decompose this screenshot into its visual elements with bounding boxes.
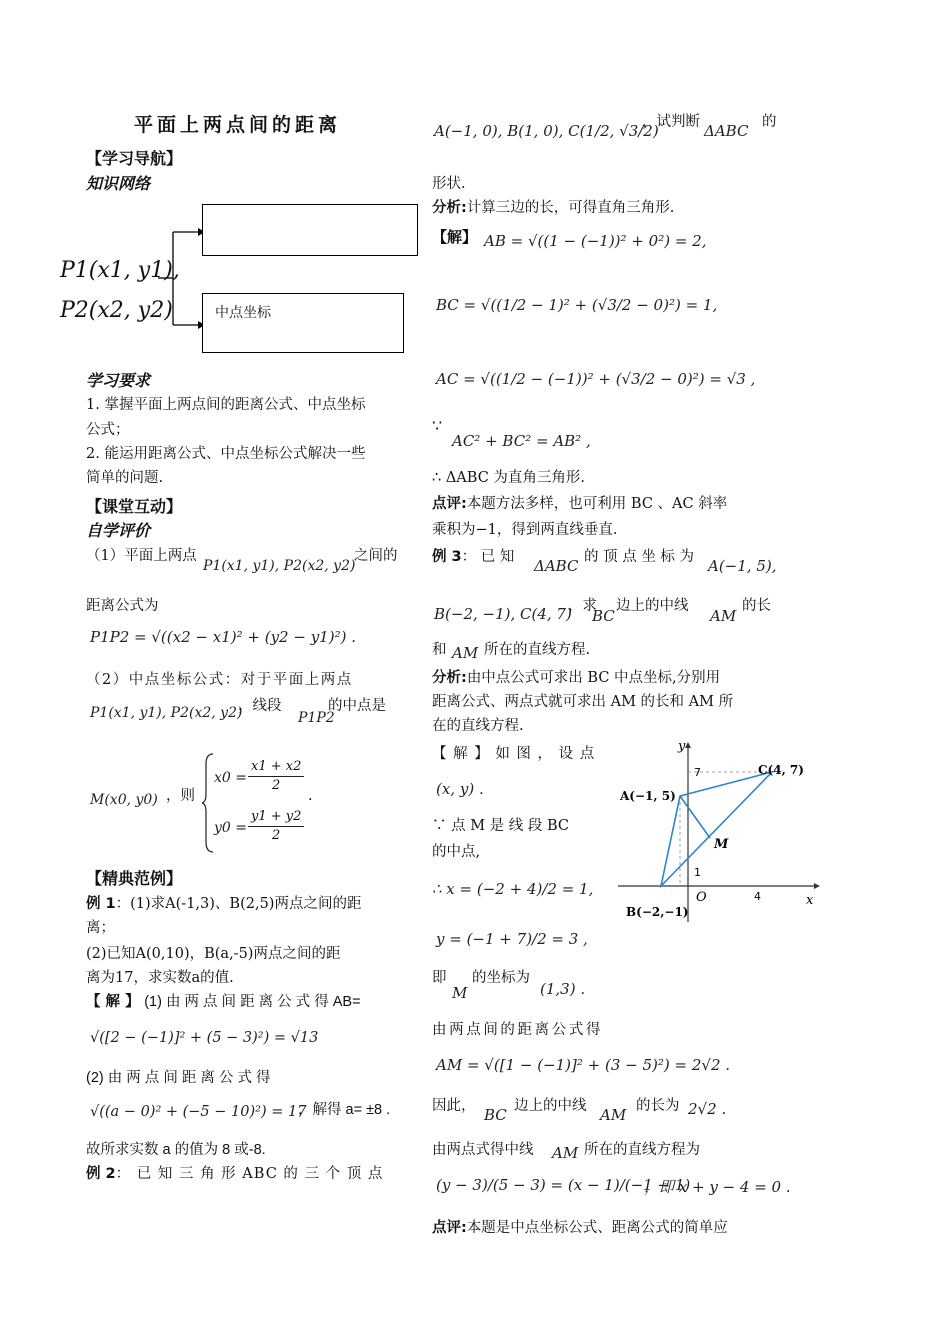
bracket-connector	[158, 200, 208, 340]
ex2-triangle: ΔABC	[704, 122, 749, 140]
sol3-y-eq: y = (−1 + 7)/2 = 3 ,	[436, 930, 588, 948]
midpoint-y-den: 2	[272, 828, 281, 843]
ex3-am: AM	[710, 607, 737, 625]
comment-label: 点评:	[432, 496, 467, 512]
origin-label: O	[696, 890, 707, 905]
ex3-text-f: 和	[432, 642, 447, 658]
analysis-label: 分析:	[432, 200, 467, 216]
nav-heading: 【学习导航】	[86, 149, 183, 168]
midpoint-x-frac	[248, 758, 304, 795]
points-line-2: P2(x2, y2)	[60, 298, 173, 323]
because-symbol: ∵	[432, 416, 443, 435]
ex3-text-e: 的长	[742, 598, 771, 614]
midpoint-y-num: y1 + y2	[248, 808, 304, 827]
sol2-formula: √((a − 0)² + (−5 − 10)²) = 17	[90, 1104, 307, 1120]
ex3-label: 例 3	[432, 549, 462, 565]
x-axis-arrow-icon	[814, 883, 820, 889]
sol3-text-i: 的长为	[636, 1098, 680, 1114]
sol3-text-e: 的坐标为	[472, 970, 530, 986]
q2-points: P1(x1, y1), P2(x2, y2)	[90, 705, 243, 721]
sol3-xy: (x, y) .	[436, 780, 484, 798]
midpoint-x-num: x1 + x2	[248, 758, 304, 777]
ex2-text-a: ： 已 知 三 角 形 ABC 的 三 个 顶 点	[115, 1166, 384, 1182]
points-line-1: P1(x1, y1),	[60, 258, 180, 283]
median-am	[680, 796, 710, 838]
sol3-am-2: AM	[552, 1144, 579, 1162]
triangle-abc	[661, 772, 772, 886]
sol3-text-d: 即	[432, 970, 447, 986]
point-a-label: A(−1, 5)	[620, 789, 676, 803]
req2-line-b: 简单的问题.	[86, 470, 164, 486]
ex3-points-bc: B(−2, −1), C(4, 7)	[434, 605, 572, 623]
sol3-text-g: 因此，	[432, 1098, 476, 1114]
bc-formula: BC = √((1/2 − 1)² + (√3/2 − 0)²) = 1,	[436, 296, 718, 314]
pythagoras-eq: AC² + BC² = AB² ,	[452, 432, 591, 450]
q1-points: P1(x1, y1), P2(x2, y2)	[203, 558, 356, 574]
comment3-label: 点评:	[432, 1220, 467, 1236]
ex3-text-b: 的 顶 点 坐 标 为	[584, 549, 695, 565]
comment-text-b: 乘积为−1，得到两直线垂直.	[432, 522, 618, 538]
ex3-triangle: ΔABC	[534, 557, 579, 575]
ex1-text-d: 离为17，求实数a的值.	[86, 970, 234, 986]
q1-text-a: （1）平面上两点	[86, 548, 197, 564]
line-equation-right: ，即 x + y − 4 = 0 .	[644, 1178, 791, 1196]
ex1-text-c: (2)已知A(0,10)，B(a,-5)两点之间的距	[86, 946, 341, 962]
ex1-text-a: ：(1)求A(-1,3)、B(2,5)两点之间的距	[115, 896, 362, 912]
q2-text-a: （2）中点坐标公式：对于平面上两点	[86, 672, 353, 688]
y-axis-label: y	[678, 739, 686, 754]
distance-box	[202, 204, 418, 256]
sol3-am: AM	[600, 1106, 627, 1124]
right-triangle-conclusion: ∴ ΔABC 为直角三角形.	[432, 470, 586, 486]
ac-formula: AC = √((1/2 − (−1))² + (√3/2 − 0)²) = √3 ,	[436, 370, 756, 388]
ex3-bc-seg: BC	[592, 607, 615, 625]
sol2-result: ，解得 a= ±8 .	[298, 1102, 391, 1118]
sol3-coord: (1,3) .	[540, 980, 586, 998]
midpoint-label: M(x0, y0)	[90, 792, 158, 808]
midpoint-end: .	[308, 788, 313, 804]
req2-line-a: 2. 能运用距离公式、中点坐标公式解决一些	[86, 446, 366, 462]
requirements-heading: 学习要求	[86, 371, 151, 390]
sol1-formula: √([2 − (−1)]² + (5 − 3)²) = √13	[90, 1030, 319, 1046]
sol3-length: 2√2 .	[688, 1100, 727, 1118]
sol3-text-f: 由 两 点 间 的 距 离 公 式 得	[432, 1022, 600, 1038]
comment3-text: 本题是中点坐标公式、距离公式的简单应	[466, 1220, 728, 1236]
ex2-de: 的	[762, 114, 777, 130]
self-eval-heading: 自学评价	[86, 521, 151, 540]
ex2-points: A(−1, 0), B(1, 0), C(1/2, √3/2)	[434, 122, 659, 140]
ex3-am-2: AM	[452, 644, 479, 662]
x-axis-label: x	[806, 893, 814, 908]
interaction-heading: 【课堂互动】	[86, 497, 183, 516]
midpoint-x-den: 2	[272, 778, 281, 793]
sol3-text-b: ∵ 点 M 是 线 段 BC	[432, 818, 570, 834]
ab-formula: AB = √((1 − (−1))² + 0²) = 2,	[484, 232, 707, 250]
sol3-text-h: 边上的中线	[514, 1098, 587, 1114]
ex3-point-a: A(−1, 5),	[708, 557, 777, 575]
ex3-text-d: 边上的中线	[616, 598, 689, 614]
point-m-label: M	[714, 837, 729, 852]
y-tick-1: 1	[694, 866, 701, 879]
examples-heading: 【精典范例】	[86, 869, 183, 888]
sol1-label: 【 解 】	[86, 994, 140, 1010]
req1-line-b: 公式；	[86, 422, 130, 438]
midpoint-y-frac	[248, 808, 304, 845]
analysis3-text-a: 由中点公式可求出 BC 中点坐标,分别用	[466, 670, 721, 686]
q2-text-b: ，线段	[238, 698, 282, 714]
analysis3-text-b: 距离公式、两点式就可求出 AM 的长和 AM 所	[432, 694, 734, 710]
ex1-text-b: 离；	[86, 920, 115, 936]
analysis-text: 计算三边的长，可得直角三角形.	[466, 200, 675, 216]
analysis3-label: 分析:	[432, 670, 467, 686]
am-formula: AM = √([1 − (−1)]² + (3 − 5)²) = 2√2 .	[436, 1056, 731, 1074]
sol3-text-j: 由两点式得中线	[432, 1142, 534, 1158]
comment-text-a: 本题方法多样，也可利用 BC 、AC 斜率	[466, 496, 728, 512]
ex3-text-c: ，求	[568, 598, 597, 614]
sol3-m: M	[452, 984, 468, 1002]
sol2-text: (2) 由 两 点 间 距 离 公 式 得	[86, 1070, 271, 1086]
distance-formula: P1P2 = √((x2 − x1)² + (y2 − y1)²) .	[90, 628, 356, 646]
sol3-text-k: 所在的直线方程为	[584, 1142, 700, 1158]
q2-text-c: 的中点是	[328, 698, 386, 714]
ex2-shape: 形状.	[432, 176, 466, 192]
sol3-bc: BC	[484, 1106, 507, 1124]
ex3-text-g: 所在的直线方程.	[484, 642, 591, 658]
y-tick-7: 7	[694, 766, 701, 779]
x-tick-4: 4	[754, 890, 761, 903]
ex1-label: 例 1	[86, 896, 116, 912]
sol2-label: 【解】	[432, 228, 478, 246]
q1-text-c: 距离公式为	[86, 598, 159, 614]
req1-line-a: 1. 掌握平面上两点间的距离公式、中点坐标	[86, 397, 366, 413]
page-title: 平面上两点间的距离	[134, 114, 342, 136]
midpoint-box	[202, 293, 404, 353]
sol3-text-c: 的中点,	[432, 844, 481, 860]
midpoint-then: ，则	[166, 788, 195, 804]
midpoint-x-lhs: x0 =	[214, 770, 247, 786]
midpoint-box-label: 中点坐标	[215, 305, 271, 321]
midpoint-y-lhs: y0 =	[214, 820, 247, 836]
analysis3-text-c: 在的直线方程.	[432, 718, 524, 734]
point-c-label: C(4, 7)	[758, 763, 804, 777]
ex3-text-a: ： 已 知	[461, 549, 515, 565]
knowledge-net-heading: 知识网络	[86, 174, 151, 193]
ex2-judge: ，试判断	[642, 114, 700, 130]
sol1-text: (1) 由 两 点 间 距 离 公 式 得 AB=	[144, 994, 361, 1010]
q1-text-b: 之间的	[354, 548, 398, 564]
sol2-conclusion: 故所求实数 a 的值为 8 或-8.	[86, 1142, 266, 1158]
line-equation-left: (y − 3)/(5 − 3) = (x − 1)/(−1 − 1)	[436, 1176, 691, 1194]
triangle-figure	[614, 738, 824, 928]
ex2-label: 例 2	[86, 1166, 116, 1182]
sol3-text-a: 【 解 】 如 图 ， 设 点	[432, 746, 596, 762]
q2-segment: P1P2	[298, 710, 335, 726]
point-b-label: B(−2,−1)	[626, 905, 689, 919]
sol3-x-eq: ∴ x = (−2 + 4)/2 = 1,	[432, 880, 594, 898]
system-brace	[202, 752, 214, 854]
y-axis-arrow-icon	[685, 742, 691, 748]
